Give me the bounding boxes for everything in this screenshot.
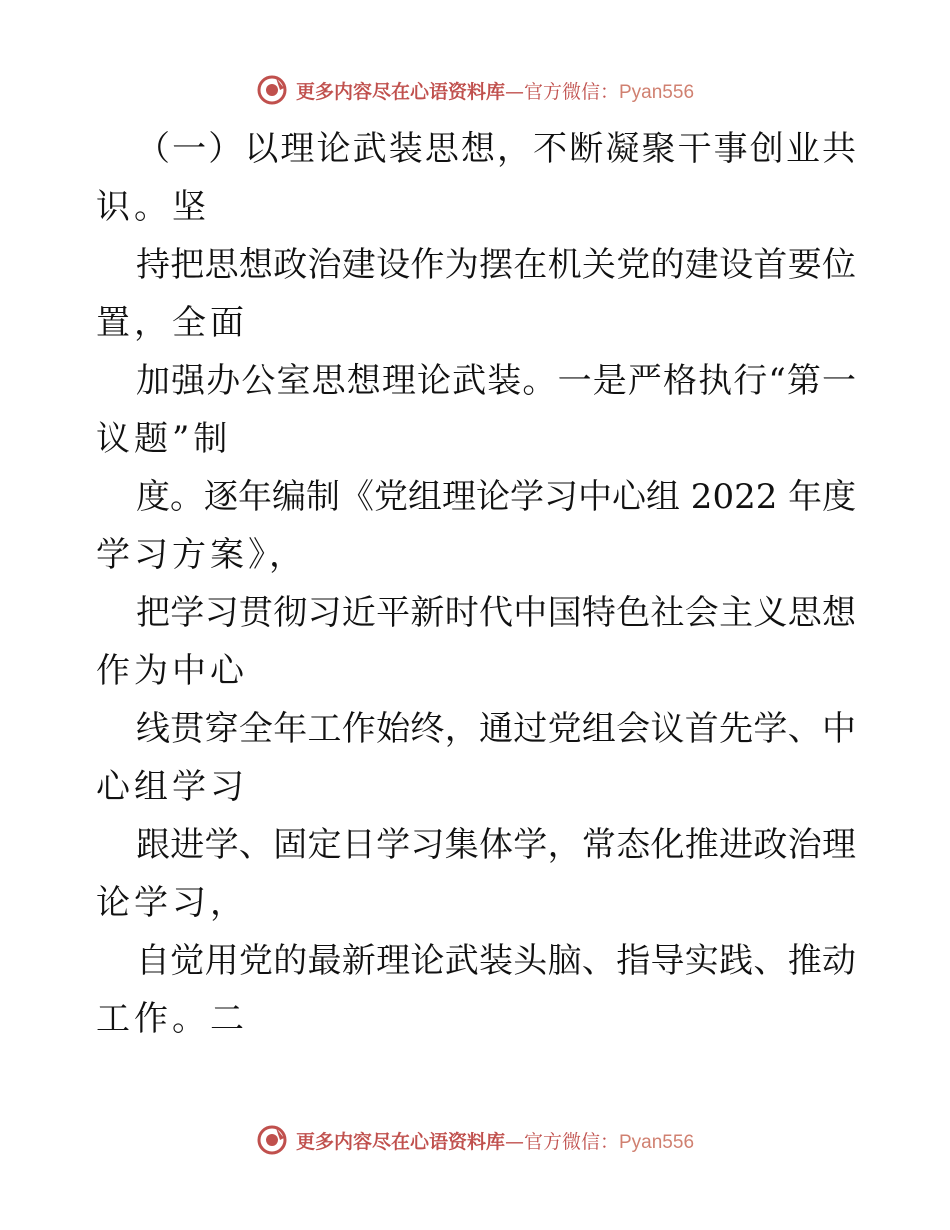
watermark-separator: — (504, 1130, 524, 1153)
text-line: 置，全面 (96, 303, 248, 343)
watermark-label: 官方微信： (523, 1130, 619, 1153)
text-line: 线贯穿全年工作始终，通过党组会议首先学、中 (136, 709, 856, 749)
text-line: 心组学习 (96, 767, 248, 807)
text-line: 持把思想政治建设作为摆在机关党的建设首要位 (136, 245, 856, 285)
text-line: 识。坚 (96, 187, 210, 227)
text-line: 学习方案》， (96, 535, 307, 575)
text-line: 自觉用党的最新理论武装头脑、指导实践、推动 (136, 941, 856, 981)
watermark-separator: — (504, 80, 524, 103)
text-line: 作为中心 (96, 651, 248, 691)
watermark-text (296, 1127, 694, 1154)
text-line: 议题”制 (96, 419, 232, 459)
watermark-brand: 更多内容尽在心语资料库 (295, 1130, 505, 1153)
footer-watermark (0, 1120, 950, 1160)
text-line: 论学习， (96, 883, 248, 923)
brand-logo-icon (256, 1124, 288, 1156)
text-line: （一）以理论武装思想，不断凝聚干事创业共 (136, 129, 856, 169)
watermark-text (296, 77, 694, 104)
watermark-wechat-id: Pyan556 (619, 1131, 695, 1153)
text-line: 度。逐年编制《党组理论学习中心组 2022 年度 (136, 477, 856, 517)
brand-logo-icon (256, 74, 288, 106)
text-line: 加强办公室思想理论武装。一是严格执行“第一 (136, 361, 856, 401)
text-line: 把学习贯彻习近平新时代中国特色社会主义思想 (136, 593, 856, 633)
watermark-brand: 更多内容尽在心语资料库 (295, 80, 505, 103)
text-line: 工作。二 (96, 999, 248, 1039)
watermark-label: 官方微信： (523, 80, 619, 103)
text-line: 跟进学、固定日学习集体学，常态化推进政治理 (136, 825, 856, 865)
header-watermark (0, 70, 950, 110)
watermark-wechat-id: Pyan556 (619, 81, 695, 103)
document-body (96, 120, 856, 1048)
